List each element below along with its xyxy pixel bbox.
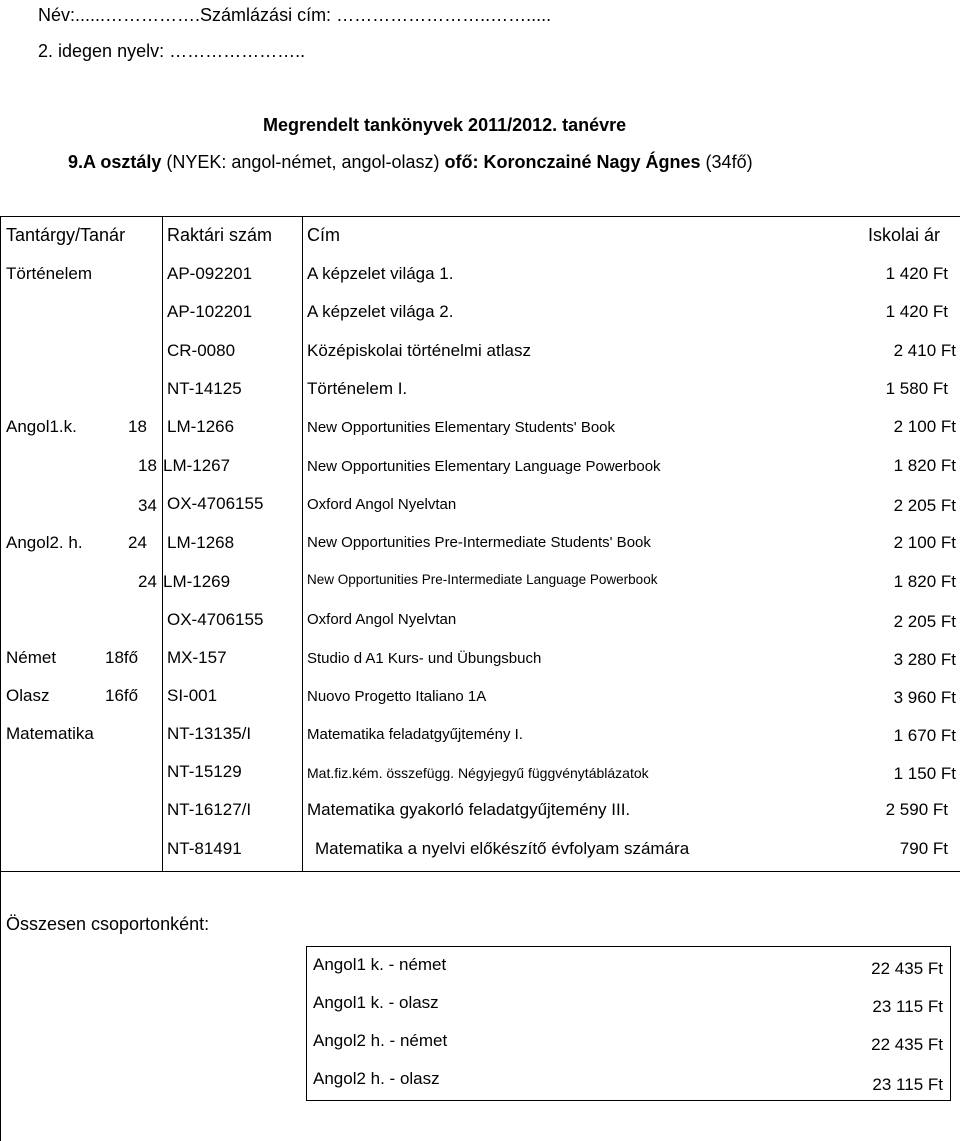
row-subject: Angol1.k. xyxy=(6,417,77,436)
column-divider-title xyxy=(302,216,303,871)
class-line xyxy=(68,153,753,171)
row-code: NT-16127/I xyxy=(167,800,252,819)
summary-group: Angol1 k. - német xyxy=(313,955,447,974)
class-name: 9.A osztály xyxy=(68,152,162,172)
row-price: 3 280 Ft xyxy=(893,650,956,669)
row-title: New Opportunities Pre-Intermediate Students' Book xyxy=(307,534,651,551)
row-price: 1 820 Ft xyxy=(893,572,956,591)
row-subject: Német xyxy=(6,648,57,667)
row-code: LM-1266 xyxy=(167,417,235,436)
row-code: NT-14125 xyxy=(167,379,242,398)
billing-dots: ……………………..……..... xyxy=(336,5,552,25)
row-title: Nuovo Progetto Italiano 1A xyxy=(307,688,487,705)
row-title: A képzelet világa 1. xyxy=(307,264,454,283)
summary-total: 23 115 Ft xyxy=(872,997,943,1016)
header-price: Iskolai ár xyxy=(867,225,940,245)
row-title: Oxford Angol Nyelvtan xyxy=(307,496,457,513)
row-title: Matematika gyakorló feladatgyűjtemény III. xyxy=(307,800,631,819)
row-code: OX-4706155 xyxy=(167,494,264,513)
row-price: 1 670 Ft xyxy=(893,726,956,745)
row-price: 2 590 Ft xyxy=(885,800,948,819)
table-left-border xyxy=(0,216,1,1141)
row-count: 34 xyxy=(138,496,157,515)
table-top-border xyxy=(0,216,960,217)
row-code: CR-0080 xyxy=(167,341,236,360)
row-price: 790 Ft xyxy=(899,839,948,858)
row-title: Matematika a nyelvi előkészítő évfolyam számára xyxy=(315,839,690,858)
header-title: Cím xyxy=(307,225,340,245)
row-price: 1 420 Ft xyxy=(885,264,948,283)
row-title: New Opportunities Elementary Students' Book xyxy=(307,419,616,436)
summary-group: Angol1 k. - olasz xyxy=(313,993,439,1012)
row-price: 2 205 Ft xyxy=(893,496,956,515)
summary-group: Angol2 h. - német xyxy=(313,1031,448,1050)
row-title: Oxford Angol Nyelvtan xyxy=(307,611,457,628)
row-count: 18fő xyxy=(105,648,139,667)
summary-box-bottom-border xyxy=(306,1100,951,1101)
row-price: 2 100 Ft xyxy=(893,533,956,552)
header-subject: Tantárgy/Tanár xyxy=(6,225,126,245)
summary-box-left-border xyxy=(306,946,307,1101)
row-price: 1 820 Ft xyxy=(893,456,956,475)
row-code: LM-1268 xyxy=(167,533,235,552)
row-price: 3 960 Ft xyxy=(893,688,956,707)
row-price: 1 150 Ft xyxy=(893,764,956,783)
row-count: 24 xyxy=(138,572,157,591)
row-subject: Angol2. h. xyxy=(6,533,83,552)
row-code: OX-4706155 xyxy=(167,610,264,629)
row-subject: Olasz xyxy=(6,686,50,705)
row-title: A képzelet világa 2. xyxy=(307,302,454,321)
row-code: MX-157 xyxy=(167,648,227,667)
page-title: Megrendelt tankönyvek 2011/2012. tanévre xyxy=(263,115,627,135)
row-price: 1 420 Ft xyxy=(885,302,948,321)
row-price: 1 580 Ft xyxy=(885,379,948,398)
summary-total: 22 435 Ft xyxy=(871,959,943,978)
class-teacher: ofő: Koronczainé Nagy Ágnes xyxy=(444,152,701,172)
row-count: 18 xyxy=(128,417,147,436)
row-subject: Matematika xyxy=(6,724,94,743)
table-bottom-border xyxy=(0,871,960,872)
summary-box-top-border xyxy=(306,946,951,947)
language-label: 2. idegen nyelv: xyxy=(38,41,165,61)
row-code: NT-15129 xyxy=(167,762,242,781)
row-title: Történelem I. xyxy=(307,379,408,398)
row-title: New Opportunities Elementary Language Powerbook xyxy=(307,458,661,475)
row-code: LM-1269 xyxy=(163,572,231,591)
row-code: NT-13135/I xyxy=(167,724,252,743)
summary-box-right-border xyxy=(950,946,951,1101)
row-title: Studio d A1 Kurs- und Übungsbuch xyxy=(307,650,542,667)
row-subject: Történelem xyxy=(6,264,92,283)
billing-label: Számlázási cím: xyxy=(200,5,332,25)
row-code: LM-1267 xyxy=(163,456,231,475)
name-dots: ...……………. xyxy=(90,5,201,25)
language-dots: ………………….. xyxy=(169,41,306,61)
row-count: 16fő xyxy=(105,686,139,705)
row-code: NT-81491 xyxy=(167,839,242,858)
class-size: (34fő) xyxy=(700,152,753,172)
row-title: Matematika feladatgyűjtemény I. xyxy=(307,726,523,743)
row-price: 2 100 Ft xyxy=(893,417,956,436)
column-divider-code xyxy=(162,216,163,871)
summary-total: 22 435 Ft xyxy=(871,1035,943,1054)
summary-label: Összesen csoportonként: xyxy=(6,914,210,934)
summary-group: Angol2 h. - olasz xyxy=(313,1069,440,1088)
name-label: Név:... xyxy=(38,5,91,25)
header-code: Raktári szám xyxy=(167,225,273,245)
row-title: Mat.fiz.kém. összefügg. Négyjegyű függvénytáblázatok xyxy=(307,765,649,781)
class-specialization: (NYEK: angol-német, angol-olasz) xyxy=(161,152,445,172)
name-line xyxy=(38,6,551,24)
row-title: New Opportunities Pre-Intermediate Language Powerbook xyxy=(307,572,658,587)
row-price: 2 205 Ft xyxy=(893,612,956,631)
language-line xyxy=(38,42,305,60)
row-title: Középiskolai történelmi atlasz xyxy=(307,341,531,360)
row-count: 24 xyxy=(128,533,147,552)
row-code: SI-001 xyxy=(167,686,218,705)
summary-total: 23 115 Ft xyxy=(872,1075,943,1094)
row-code: AP-092201 xyxy=(167,264,253,283)
row-code: AP-102201 xyxy=(167,302,253,321)
row-count: 18 xyxy=(138,456,157,475)
row-price: 2 410 Ft xyxy=(893,341,956,360)
